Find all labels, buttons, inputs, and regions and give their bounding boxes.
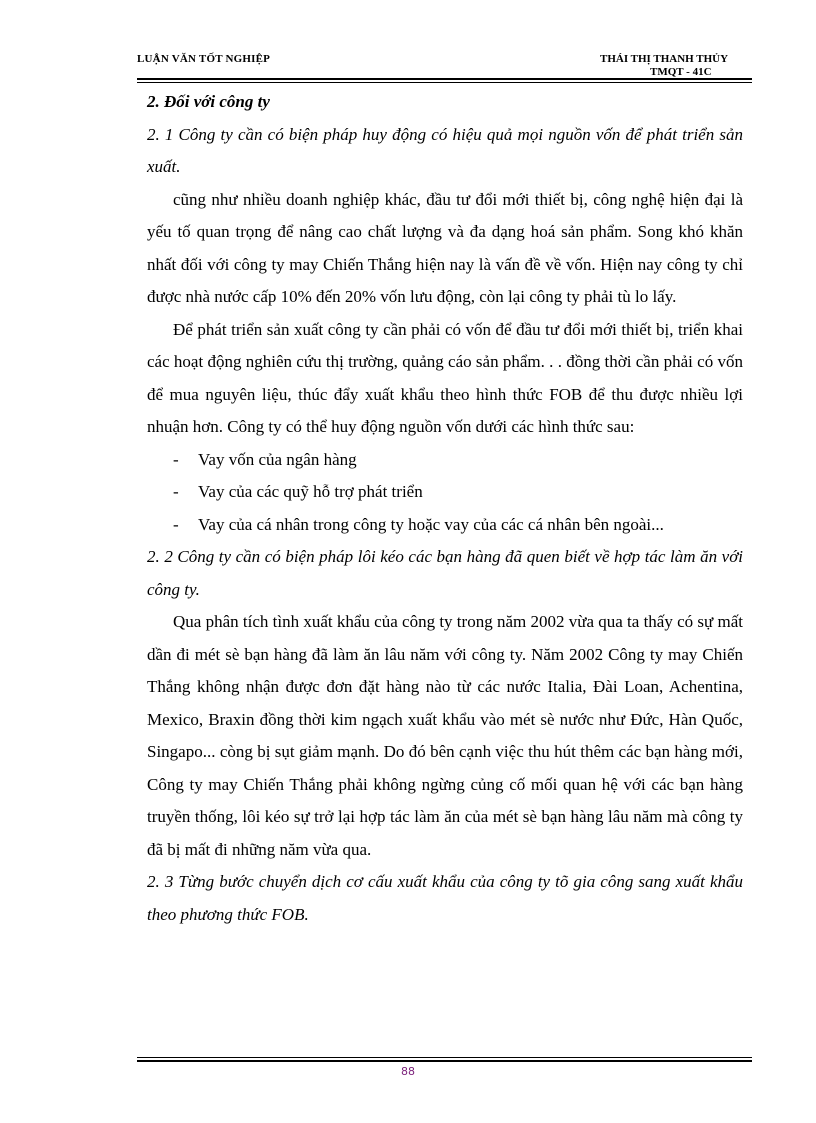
list-item [147, 444, 743, 477]
subheading-2-2: 2. 2 Công ty cần có biện pháp lôi kéo các bạn hàng đã quen biết về hợp tác làm ăn với công ty. [147, 547, 743, 599]
list-item-text: Vay của các quỹ hỗ trợ phát triển [198, 482, 423, 501]
bullet-dash: - [173, 514, 179, 534]
list-item-text: Vay của cá nhân trong công ty hoặc vay của các cá nhân bên ngoài... [198, 514, 664, 534]
section-heading: 2. Đối với công ty [147, 92, 270, 111]
funding-sources-list [147, 444, 743, 542]
paragraph: Qua phân tích tình xuất khẩu của công ty trong năm 2002 vừa qua ta thấy có sự mất dần đi mét sè bạn hàng đã làm ăn lâu năm với công ty. Năm 2002 Công ty may Chiến Thắng không nhận được đơn đặt hàng nào từ các nước Italia, Đài Loan, Achentina, Mexico, Braxin đồng thời kim ngạch xuất khẩu vào mét sè nước như Đức, Hàn Quốc, Singapo... còng bị sụt giảm mạnh. Do đó bên cạnh việc thu hút thêm các bạn hàng mới, Công ty may Chiến Thắng phải không ngừng củng cố mối quan hệ với các bạn hàng truyền thống, lôi kéo sự trở lại hợp tác làm ăn của mét sè bạn hàng lâu năm mà công ty đã bị mất đi những năm vừa qua. [147, 612, 743, 859]
class-code: TMQT - 41C [650, 66, 712, 78]
page-body [147, 86, 743, 931]
bullet-dash: - [173, 482, 179, 501]
list-item [147, 476, 743, 509]
page-number: 88 [401, 1065, 415, 1078]
bullet-dash: - [173, 449, 179, 469]
subheading-2-1: 2. 1 Công ty cần có biện pháp huy động có hiệu quả mọi nguồn vốn để phát triển sản xuất. [147, 124, 743, 176]
running-header-right [600, 53, 750, 79]
subheading-2-3: 2. 3 Từng bước chuyển dịch cơ cấu xuất khẩu của công ty tõ gia công sang xuất khẩu theo phương thức FOB. [147, 872, 743, 924]
list-item-text: Vay vốn của ngân hàng [198, 449, 357, 469]
paragraph: cũng như nhiều doanh nghiệp khác, đầu tư đổi mới thiết bị, công nghệ hiện đại là yếu tố quan trọng để nâng cao chất lượng và đa dạng hoá sản phẩm. Song khó khăn nhất đối với công ty may Chiến Thắng hiện nay là vấn đề về vốn. Hiện nay công ty chỉ được nhà nước cấp 10% đến 20% vốn lưu động, còn lại công ty phải tù lo lấy. [147, 189, 743, 306]
author-name: THÁI THỊ THANH THỦY [600, 53, 729, 65]
paragraph: Để phát triển sản xuất công ty cần phải có vốn để đầu tư đổi mới thiết bị, triển khai các hoạt động nghiên cứu thị trường, quảng cáo sản phẩm. . . đồng thời cần phải có vốn để mua nguyên liệu, thúc đẩy xuất khẩu theo hình thức FOB để thu được nhiều lợi nhuận hơn. Công ty có thể huy động nguồn vốn dưới các hình thức sau: [147, 319, 743, 436]
list-item [147, 509, 743, 542]
footer-rule [137, 1057, 752, 1062]
running-header-left: LUẬN VĂN TỐT NGHIỆP [137, 53, 271, 65]
header-rule [137, 78, 752, 83]
